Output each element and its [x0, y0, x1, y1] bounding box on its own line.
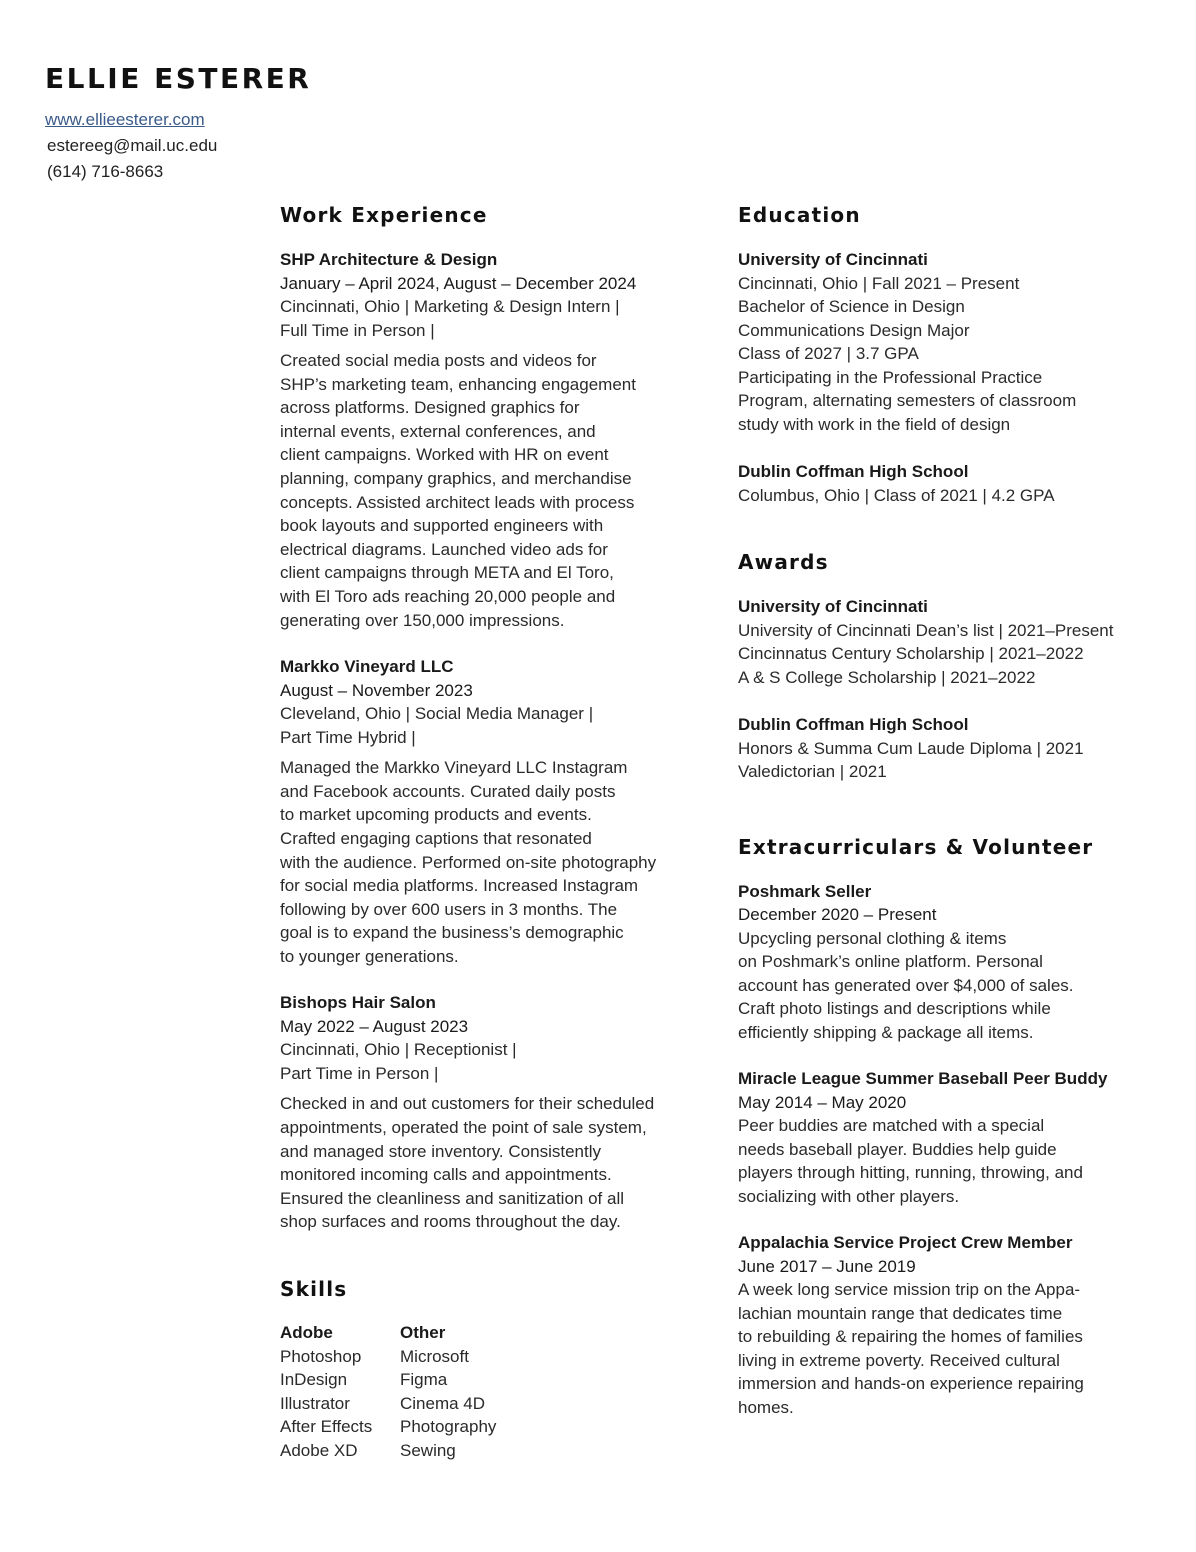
- description-line: client campaigns. Worked with HR on event: [280, 445, 609, 465]
- candidate-name: ELLIE ESTERER: [45, 62, 312, 95]
- description-line: and Facebook accounts. Curated daily posts: [280, 781, 616, 801]
- extracurricular-entry: [738, 1067, 1138, 1208]
- activity-line: account has generated over $4,000 of sales.: [738, 975, 1074, 995]
- skill-item: Cinema 4D: [400, 1393, 486, 1413]
- activity-title: Appalachia Service Project Crew Member: [738, 1233, 1073, 1252]
- skills-category: Adobe: [280, 1323, 333, 1343]
- detail-line: University of Cincinnati Dean’s list | 2021–Present: [738, 620, 1114, 640]
- description-line: concepts. Assisted architect leads with process: [280, 492, 635, 512]
- detail-line: Valedictorian | 2021: [738, 762, 887, 781]
- extracurricular-entry: [738, 880, 1138, 1045]
- description-line: generating over 150,000 impressions.: [280, 610, 565, 630]
- description-line: Checked in and out customers for their scheduled: [280, 1094, 655, 1114]
- employment-dates: May 2022 – August 2023: [280, 1016, 469, 1036]
- work-entry: [280, 991, 675, 1234]
- skill-item: Figma: [400, 1370, 448, 1390]
- description-line: SHP’s marketing team, enhancing engagement: [280, 374, 636, 394]
- activity-line: immersion and hands-on experience repairing: [738, 1374, 1084, 1393]
- activity-line: needs baseball player. Buddies help guide: [738, 1139, 1057, 1159]
- detail-line: Bachelor of Science in Design: [738, 297, 965, 316]
- activity-line: living in extreme poverty. Received cultural: [738, 1350, 1060, 1370]
- skill-item: Photography: [400, 1417, 497, 1437]
- work-experience-list: [280, 248, 675, 1234]
- school-name: Dublin Coffman High School: [738, 462, 969, 481]
- skills-category: Other: [400, 1323, 446, 1343]
- role-detail: Cincinnati, Ohio | Marketing & Design Intern |: [280, 297, 620, 316]
- education-list: [738, 248, 1138, 507]
- role-detail: Cleveland, Ohio | Social Media Manager |: [280, 704, 594, 724]
- activity-line: Peer buddies are matched with a special: [738, 1116, 1045, 1135]
- skill-item: InDesign: [280, 1370, 348, 1390]
- school-name: University of Cincinnati: [738, 597, 928, 616]
- activity-title: Miracle League Summer Baseball Peer Buddy: [738, 1069, 1108, 1088]
- description-line: across platforms. Designed graphics for: [280, 398, 580, 418]
- activity-line: homes.: [738, 1397, 794, 1417]
- activity-line: on Poshmark’s online platform. Personal: [738, 952, 1043, 971]
- description-line: following by over 600 users in 3 months. The: [280, 899, 618, 919]
- description-line: shop surfaces and rooms throughout the day.: [280, 1212, 621, 1232]
- awards-heading: Awards: [738, 550, 829, 574]
- activity-line: Upcycling personal clothing & items: [738, 928, 1007, 948]
- description-line: goal is to expand the business’s demographic: [280, 923, 624, 943]
- description-line: to younger generations.: [280, 946, 459, 966]
- left-column: [280, 200, 675, 1462]
- description-line: Managed the Markko Vineyard LLC Instagram: [280, 758, 628, 778]
- company-name: SHP Architecture & Design: [280, 250, 498, 269]
- detail-line: study with work in the field of design: [738, 414, 1011, 434]
- company-name: Bishops Hair Salon: [280, 993, 436, 1013]
- school-name: University of Cincinnati: [738, 250, 928, 269]
- detail-line: Columbus, Ohio | Class of 2021 | 4.2 GPA: [738, 485, 1055, 505]
- description-line: Ensured the cleanliness and sanitization of all: [280, 1188, 624, 1208]
- role-detail: Full Time in Person |: [280, 320, 435, 340]
- detail-line: Participating in the Professional Practice: [738, 367, 1043, 387]
- education-entry: [738, 248, 1138, 436]
- education-heading: Education: [738, 203, 861, 227]
- skills-list: [280, 1321, 675, 1462]
- skill-item: Illustrator: [280, 1393, 350, 1413]
- website-link[interactable]: www.ellieesterer.com: [45, 110, 205, 129]
- activity-line: players through hitting, running, throwing, and: [738, 1163, 1083, 1182]
- right-column: [738, 200, 1138, 1419]
- job-description: [280, 349, 675, 632]
- detail-line: Cincinnatus Century Scholarship | 2021–2022: [738, 644, 1084, 663]
- email-text: estereeg@mail.uc.edu: [47, 136, 218, 155]
- work-entry: [280, 655, 675, 968]
- skill-item: After Effects: [280, 1417, 373, 1437]
- description-line: book layouts and supported engineers with: [280, 516, 604, 536]
- detail-line: Honors & Summa Cum Laude Diploma | 2021: [738, 738, 1084, 758]
- description-line: appointments, operated the point of sale system,: [280, 1118, 647, 1138]
- company-name: Markko Vineyard LLC: [280, 657, 454, 677]
- detail-line: Cincinnati, Ohio | Fall 2021 – Present: [738, 273, 1020, 293]
- extracurriculars-heading: Extracurriculars & Volunteer: [738, 834, 1094, 859]
- role-detail: Part Time Hybrid |: [280, 727, 416, 747]
- activity-line: efficiently shipping & package all items.: [738, 1022, 1034, 1042]
- skill-item: Photoshop: [280, 1346, 362, 1366]
- detail-line: Communications Design Major: [738, 320, 970, 340]
- description-line: with El Toro ads reaching 20,000 people and: [280, 586, 616, 606]
- skill-item: Microsoft: [400, 1346, 469, 1366]
- activity-dates: June 2017 – June 2019: [738, 1256, 916, 1276]
- detail-line: Class of 2027 | 3.7 GPA: [738, 344, 919, 363]
- detail-line: Program, alternating semesters of classroom: [738, 391, 1077, 410]
- activity-line: Craft photo listings and descriptions while: [738, 999, 1051, 1018]
- skills-heading: Skills: [280, 1277, 348, 1302]
- awards-list: [738, 595, 1138, 784]
- employment-dates: August – November 2023: [280, 680, 473, 700]
- description-line: Crafted engaging captions that resonated: [280, 828, 592, 848]
- education-entry: [738, 460, 1138, 507]
- skills-column: [280, 1321, 384, 1462]
- description-line: internal events, external conferences, and: [280, 421, 596, 441]
- work-experience-heading: Work Experience: [280, 203, 488, 227]
- skill-item: Sewing: [400, 1440, 456, 1460]
- work-entry: [280, 248, 675, 632]
- school-name: Dublin Coffman High School: [738, 715, 969, 734]
- description-line: and managed store inventory. Consistently: [280, 1141, 601, 1161]
- activity-dates: December 2020 – Present: [738, 905, 937, 924]
- extracurriculars-list: [738, 880, 1138, 1420]
- description-line: to market upcoming products and events.: [280, 805, 592, 825]
- award-entry: [738, 595, 1138, 689]
- job-description: [280, 1092, 675, 1234]
- skill-item: Adobe XD: [280, 1440, 358, 1460]
- activity-dates: May 2014 – May 2020: [738, 1092, 907, 1112]
- description-line: planning, company graphics, and merchandise: [280, 468, 632, 488]
- activity-line: A week long service mission trip on the Appa-: [738, 1280, 1081, 1299]
- description-line: electrical diagrams. Launched video ads for: [280, 539, 608, 559]
- description-line: with the audience. Performed on-site photography: [280, 852, 657, 872]
- description-line: Created social media posts and videos for: [280, 351, 597, 370]
- job-description: [280, 756, 675, 968]
- detail-line: A & S College Scholarship | 2021–2022: [738, 667, 1036, 687]
- contact-block: [45, 107, 217, 185]
- activity-line: lachian mountain range that dedicates time: [738, 1303, 1063, 1323]
- description-line: monitored incoming calls and appointments.: [280, 1165, 612, 1185]
- role-detail: Part Time in Person |: [280, 1063, 439, 1083]
- phone-text: (614) 716-8663: [47, 162, 164, 181]
- description-line: client campaigns through META and El Toro,: [280, 563, 614, 583]
- role-detail: Cincinnati, Ohio | Receptionist |: [280, 1040, 517, 1060]
- description-line: for social media platforms. Increased Instagram: [280, 876, 639, 896]
- extracurricular-entry: [738, 1231, 1138, 1419]
- activity-line: to rebuilding & repairing the homes of families: [738, 1327, 1083, 1346]
- skills-column: [400, 1321, 530, 1462]
- award-entry: [738, 713, 1138, 784]
- activity-title: Poshmark Seller: [738, 881, 872, 901]
- employment-dates: January – April 2024, August – December 2024: [280, 273, 637, 293]
- activity-line: socializing with other players.: [738, 1186, 960, 1206]
